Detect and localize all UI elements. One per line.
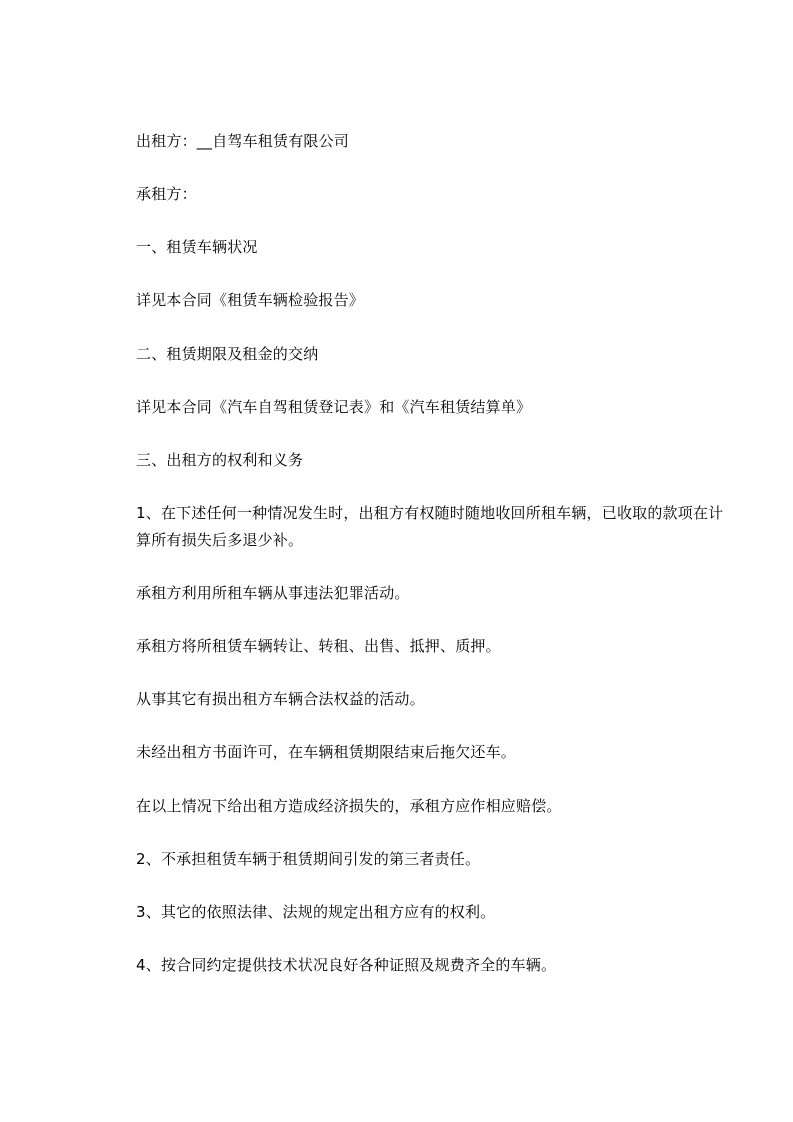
clause-2: 2、不承担租赁车辆于租赁期间引发的第三者责任。 <box>136 850 481 868</box>
clause-1: 1、在下述任何一种情况发生时，出租方有权随时随地收回所租车辆，已收取的款项在计算所有损失后多退少补。 <box>136 504 724 549</box>
paragraph: 未经出租方书面许可，在车辆租赁期限结束后拖欠还车。 <box>136 743 517 761</box>
section-heading-3: 三、出租方的权利和义务 <box>136 451 304 469</box>
paragraph: 承租方利用所租车辆从事违法犯罪活动。 <box>136 584 410 602</box>
lessor-line: 出租方：__自驾车租赁有限公司 <box>136 132 350 150</box>
paragraph: 承租方将所租赁车辆转让、转租、出售、抵押、质押。 <box>136 637 501 655</box>
section-heading-1: 一、租赁车辆状况 <box>136 238 258 256</box>
paragraph: 详见本合同《租赁车辆检验报告》 <box>136 291 365 309</box>
paragraph: 从事其它有损出租方车辆合法权益的活动。 <box>136 690 425 708</box>
clause-3: 3、其它的依照法律、法规的规定出租方应有的权利。 <box>136 903 496 921</box>
clause-4: 4、按合同约定提供技术状况良好各种证照及规费齐全的车辆。 <box>136 956 557 974</box>
paragraph: 在以上情况下给出租方造成经济损失的，承租方应作相应赔偿。 <box>136 797 562 815</box>
section-heading-2: 二、租赁期限及租金的交纳 <box>136 345 319 363</box>
paragraph: 详见本合同《汽车自驾租赁登记表》和《汽车租赁结算单》 <box>136 398 532 416</box>
lessee-line: 承租方： <box>136 185 197 203</box>
